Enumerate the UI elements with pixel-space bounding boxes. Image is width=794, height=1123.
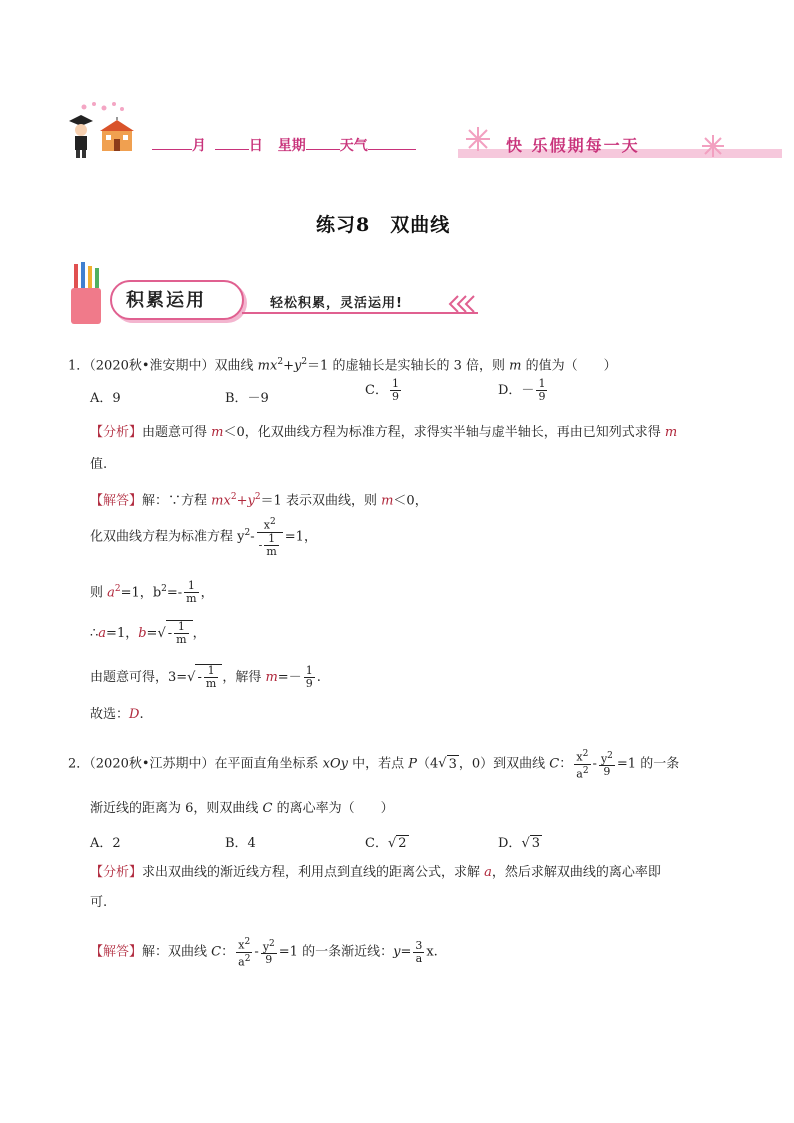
- q1-answer-line4: ∴a=1，b=√ - $\frac{1}{m}$ ，: [90, 620, 206, 646]
- q1-option-c[interactable]: C． $\frac{1}{9}$: [365, 377, 399, 403]
- weather-label: 天气: [339, 138, 368, 154]
- q1-option-d[interactable]: D．－ $\frac{1}{9}$: [498, 377, 546, 403]
- q2-answer-line1: 【解答】解：双曲线 C： $\frac{x^2}{a^2}$ - $\frac{y^2}{9}$ =1 的一条渐近线：y= $\frac{3}{a}$ x.: [90, 937, 438, 969]
- graduate-icon: [66, 113, 96, 159]
- q1-answer-line6: 故选：D.: [90, 707, 144, 722]
- slogan: 快 乐假期每一天: [506, 136, 640, 155]
- month-label: 月: [192, 138, 206, 154]
- q1-answer-line5: 由题意可得，3=√ - $\frac{1}{m}$ ，解得 m=－ $\frac{1}{9}$ .: [90, 664, 321, 690]
- arrow-left-icon: [448, 294, 484, 314]
- month-blank[interactable]: [152, 148, 192, 150]
- q1-analysis-line1: 【分析】由题意可得 m＜0，化双曲线方程为标准方程，求得实半轴与虚半轴长，再由已知列式求得 m: [90, 425, 678, 440]
- q2-option-b[interactable]: B．4: [225, 836, 256, 851]
- q1-option-a[interactable]: A．9: [90, 391, 121, 406]
- school-icon: [98, 117, 136, 153]
- date-weather-line: [152, 135, 416, 155]
- q2-analysis-line2: 可.: [90, 895, 108, 910]
- weather-blank[interactable]: [368, 148, 416, 150]
- snowflake-icon: [464, 125, 492, 153]
- weekday-label: 星期: [277, 138, 306, 154]
- section-subtitle: 轻松积累，灵活运用!: [270, 296, 403, 311]
- subtitle-underline: [242, 312, 478, 314]
- header: [60, 95, 782, 165]
- q2-option-c[interactable]: C．√ 2: [365, 836, 407, 851]
- q2-option-a[interactable]: A．2: [90, 836, 121, 851]
- q1-answer-line2: 化双曲线方程为标准方程 $y^2-$ $x^2$ - $\frac{1}{m}$ =1，: [90, 517, 317, 558]
- q2-stem-line2: 渐近线的距离为 6，则双曲线 C 的离心率为（ ）: [90, 801, 394, 816]
- pencil-cup-icon: [68, 262, 104, 326]
- q2-option-d[interactable]: D．√ 3: [498, 836, 541, 851]
- day-blank[interactable]: [215, 148, 249, 150]
- snowflake-icon-right: [700, 133, 726, 159]
- section-badge: 积累运用: [126, 290, 206, 311]
- page-title: 练习8 双曲线: [316, 214, 451, 236]
- weekday-blank[interactable]: [306, 148, 340, 150]
- q2-analysis-line1: 【分析】求出双曲线的渐近线方程，利用点到直线的距离公式，求解 a，然后求解双曲线的离心率即: [90, 865, 661, 880]
- q2-stem: 2．（2020秋•江苏期中）在平面直角坐标系 xOy 中，若点 P（4√ 3 ，0）到双曲线 C： $\frac{x^2}{a^2}$ - $\frac{y^2}{9}$ =1 的一条: [68, 749, 680, 781]
- q1-answer-line1: 【解答】解：∵方程 $mx^2+y^2=1$ 表示双曲线，则 m＜0，: [90, 492, 428, 509]
- day-label: 日: [248, 138, 263, 154]
- sqrt-sign: √: [157, 625, 166, 641]
- q1-stem: 1．（2020秋•淮安期中）双曲线 $mx^2+y^2=1$ 的虚轴长是实轴长的 3 倍，则 m 的值为（ ）: [68, 357, 617, 374]
- q1-answer-line3: 则 $a^2=1$，$b^2=-$ $\frac{1}{m}$ ，: [90, 579, 214, 606]
- q1-option-b[interactable]: B．－9: [225, 391, 269, 406]
- q1-analysis-line2: 值.: [90, 457, 108, 472]
- section-banner: [68, 262, 488, 330]
